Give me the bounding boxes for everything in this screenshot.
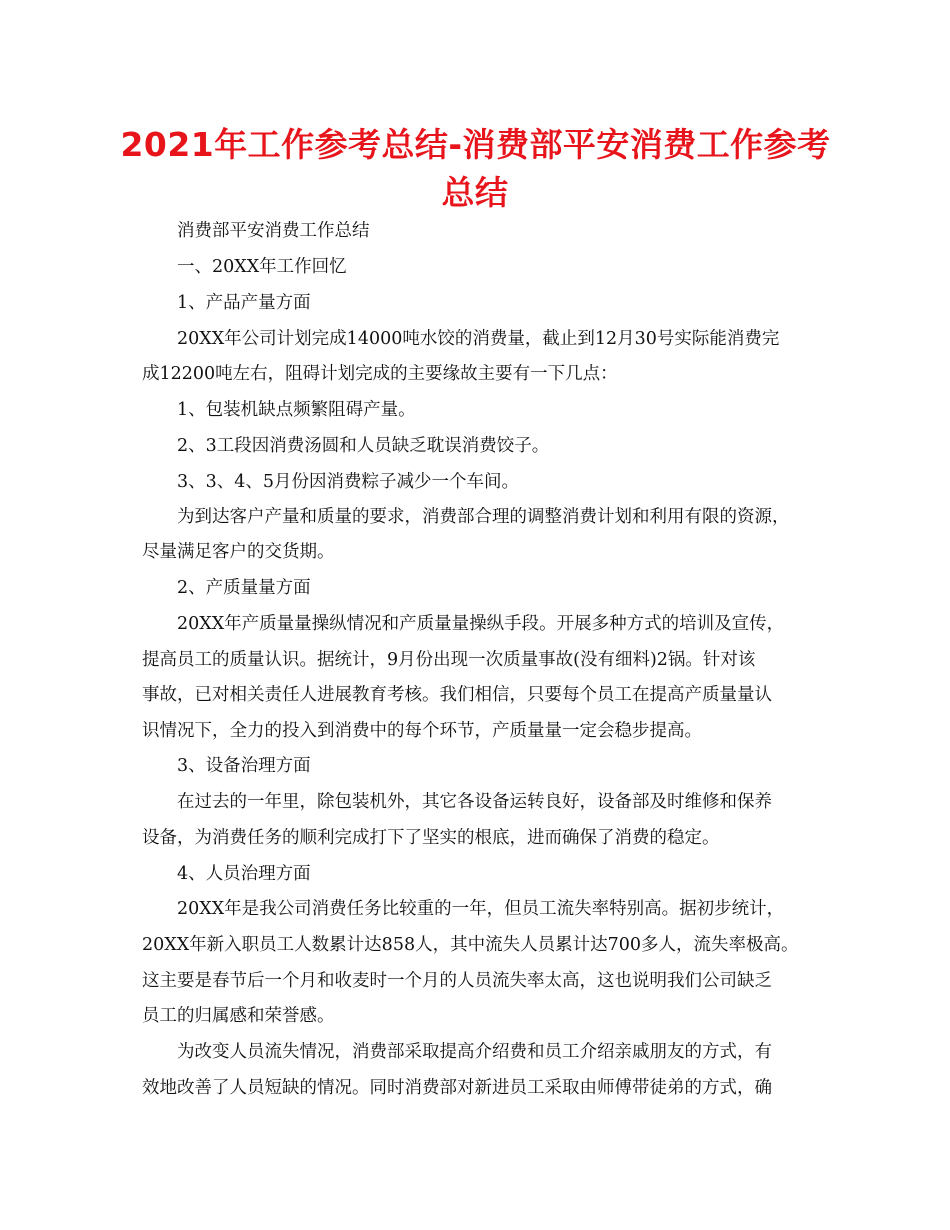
paragraph-line: 在过去的一年里，除包装机外，其它各设备运转良好，设备部及时维修和保养 xyxy=(177,792,772,812)
subsection-heading: 4、人员治理方面 xyxy=(177,864,311,884)
paragraph-line: 20XX年新入职员工人数累计达858人，其中流失人员累计达700多人，流失率极高。 xyxy=(142,935,799,955)
subsection-heading: 3、设备治理方面 xyxy=(177,756,311,776)
paragraph-line: 成12200吨左右，阻碍计划完成的主要缘故主要有一下几点： xyxy=(142,364,618,384)
paragraph-line: 尽量满足客户的交货期。 xyxy=(142,542,335,562)
subsection-heading: 2、产质量量方面 xyxy=(177,578,311,598)
paragraph-line: 这主要是春节后一个月和收麦时一个月的人员流失率太高，这也说明我们公司缺乏 xyxy=(142,971,772,991)
paragraph-line: 事故，已对相关责任人进展教育考核。我们相信，只要每个员工在提高产质量量认 xyxy=(142,685,772,705)
list-item: 1、包装机缺点频繁阻碍产量。 xyxy=(177,400,416,420)
paragraph-line: 识情况下，全力的投入到消费中的每个环节，产质量量一定会稳步提高。 xyxy=(142,721,702,741)
subtitle: 消费部平安消费工作总结 xyxy=(177,221,370,241)
paragraph-line: 为改变人员流失情况，消费部采取提高介绍费和员工介绍亲戚朋友的方式，有 xyxy=(177,1042,772,1062)
section-heading: 一、20XX年工作回忆 xyxy=(177,257,347,277)
document-title-line-1: 2021年工作参考总结-消费部平安消费工作参考 xyxy=(120,125,831,164)
paragraph-line: 20XX年是我公司消费任务比较重的一年，但员工流失率特别高。据初步统计， xyxy=(177,899,785,919)
paragraph-line: 提高员工的质量认识。据统计，9月份出现一次质量事故(没有细料)2锅。针对该 xyxy=(142,650,756,670)
paragraph-line: 20XX年产质量量操纵情况和产质量量操纵手段。开展多种方式的培训及宣传， xyxy=(177,614,785,634)
paragraph-line: 为到达客户产量和质量的要求，消费部合理的调整消费计划和利用有限的资源， xyxy=(177,507,790,527)
paragraph-line: 效地改善了人员短缺的情况。同时消费部对新进员工采取由师傅带徒弟的方式，确 xyxy=(142,1078,772,1098)
document-title-line-2: 总结 xyxy=(441,173,509,212)
subsection-heading: 1、产品产量方面 xyxy=(177,293,311,313)
paragraph-line: 20XX年公司计划完成14000吨水饺的消费量，截止到12月30号实际能消费完 xyxy=(177,329,780,349)
list-item: 2、3工段因消费汤圆和人员缺乏耽误消费饺子。 xyxy=(177,436,550,456)
list-item: 3、3、4、5月份因消费粽子减少一个车间。 xyxy=(177,472,520,492)
paragraph-line: 员工的归属感和荣誉感。 xyxy=(142,1006,335,1026)
paragraph-line: 设备，为消费任务的顺利完成打下了坚实的根底，进而确保了消费的稳定。 xyxy=(142,828,720,848)
